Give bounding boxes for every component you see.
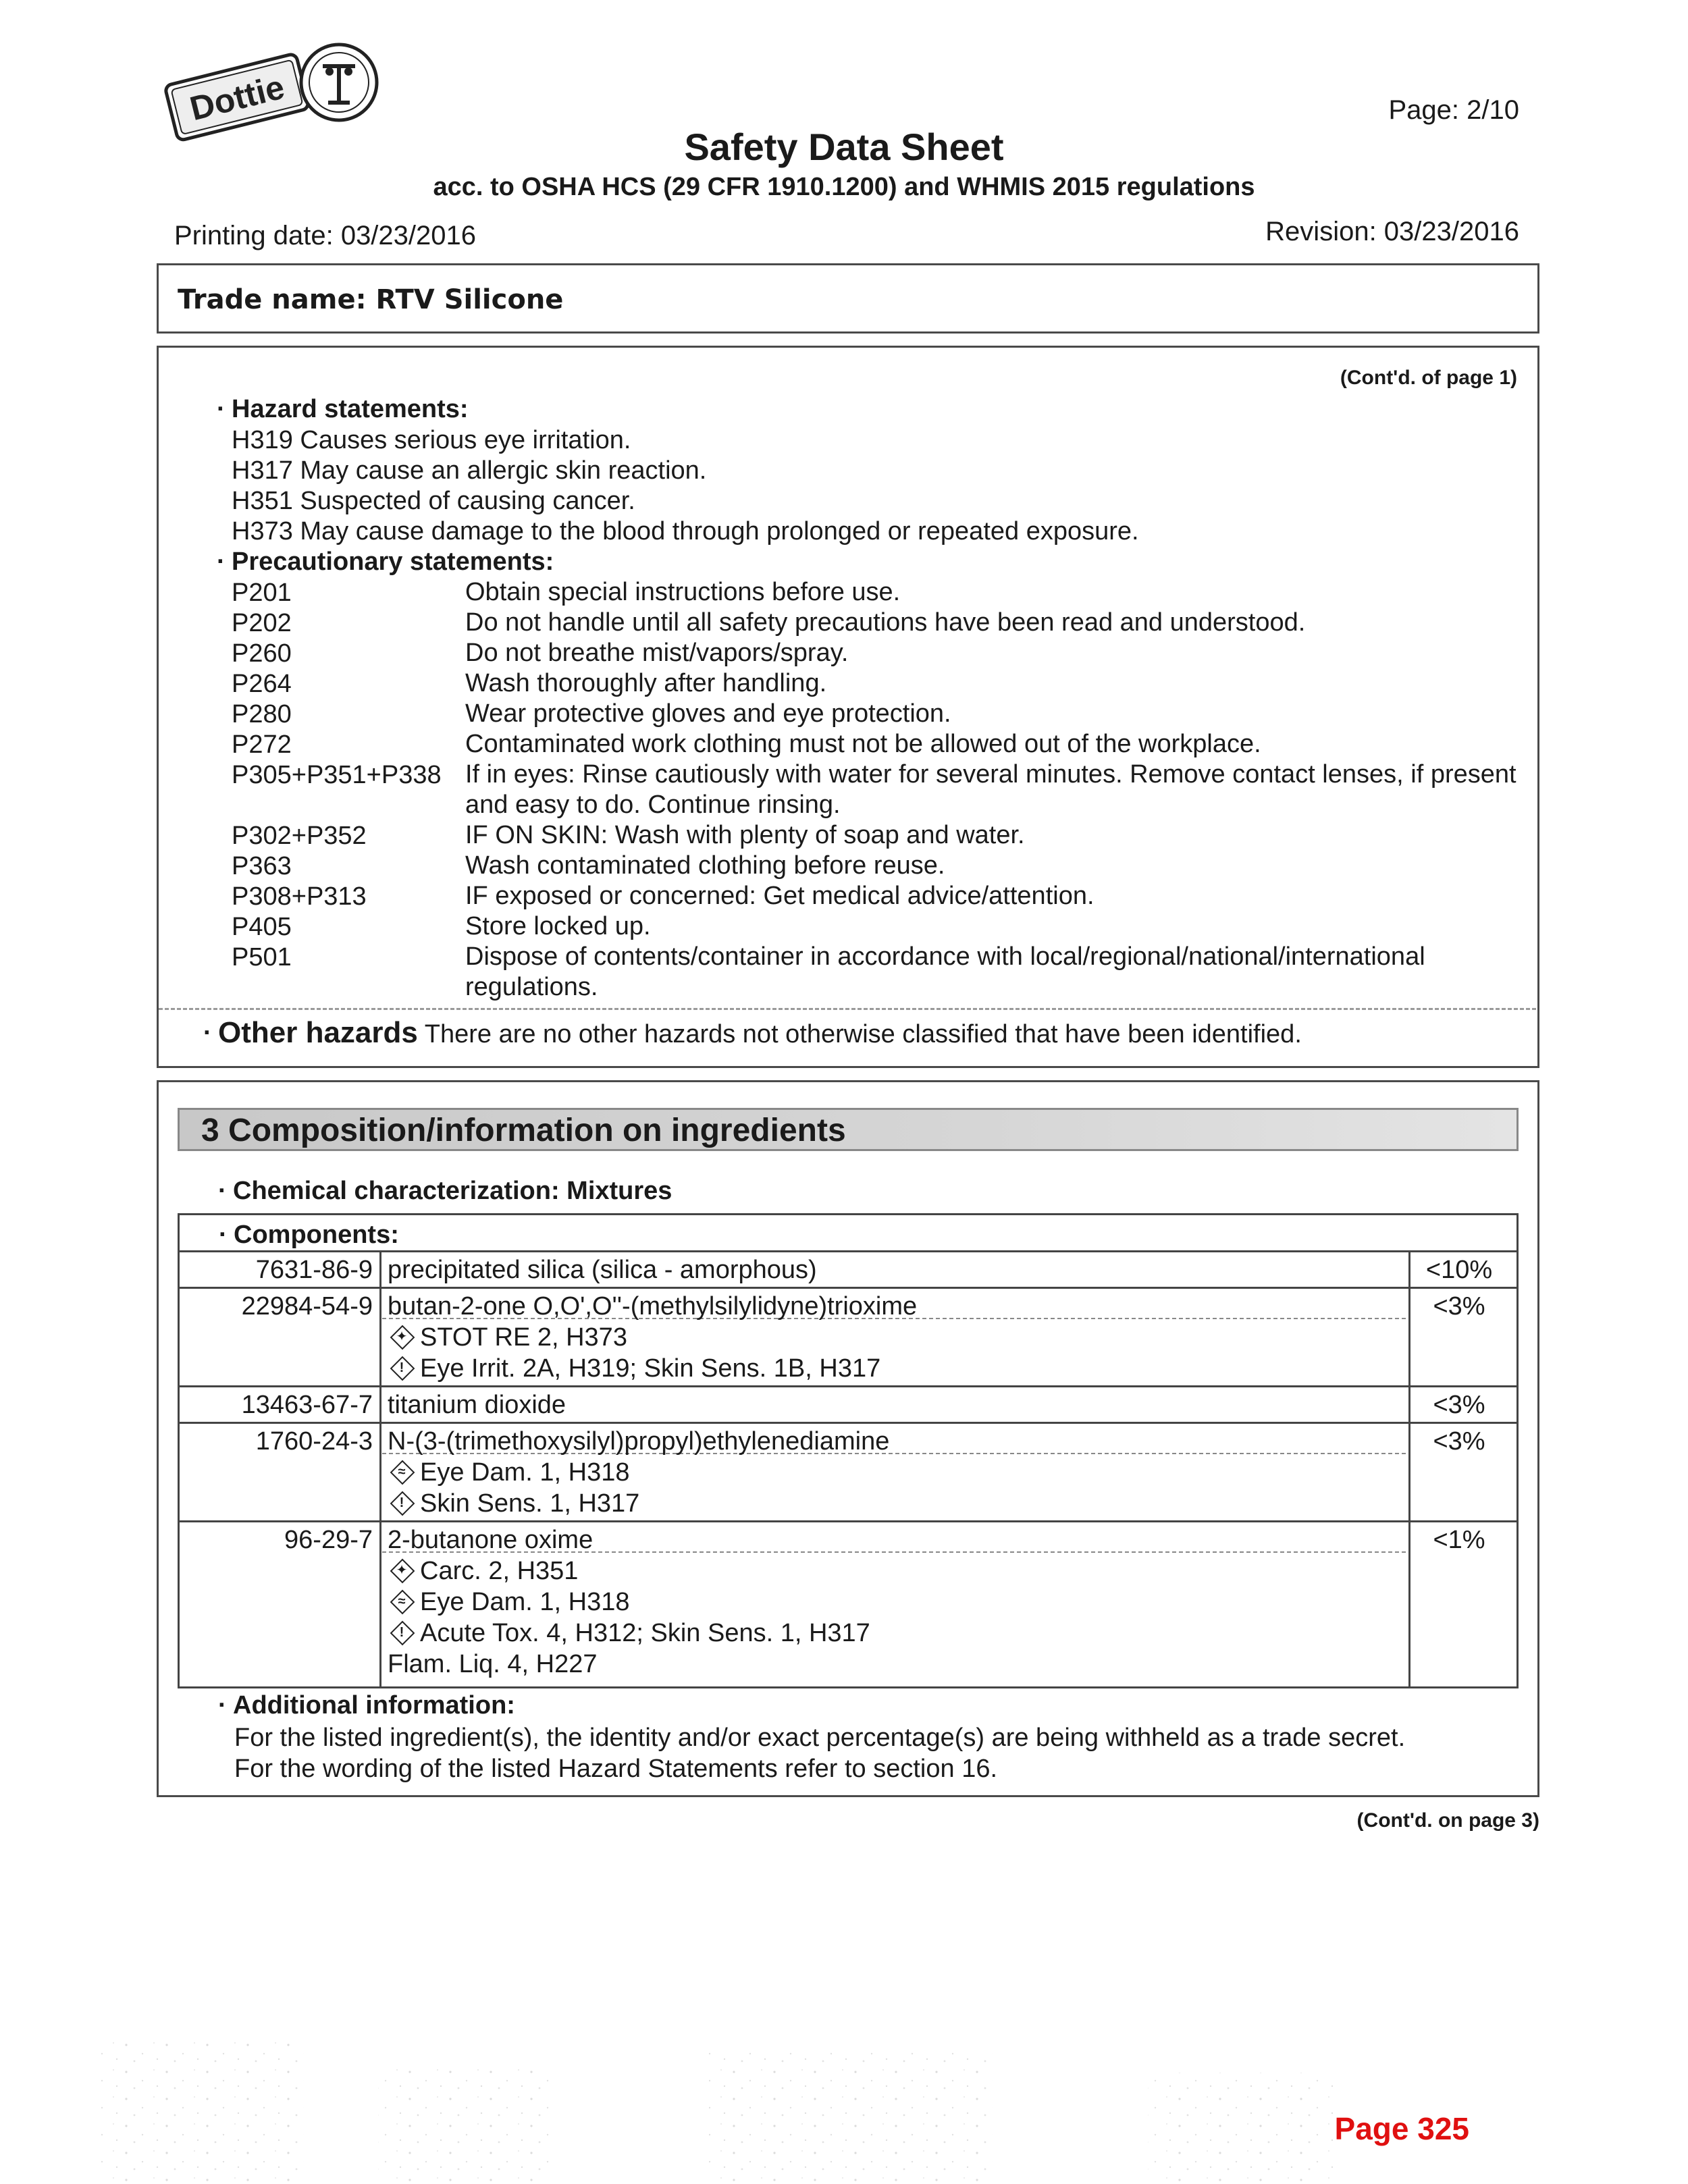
hazard-statement: H351 Suspected of causing cancer. xyxy=(232,487,635,515)
other-hazards-label: Other hazards xyxy=(218,1016,418,1049)
column-divider xyxy=(379,1250,381,1686)
hazard-class-text: Flam. Liq. 4, H227 xyxy=(388,1650,598,1678)
corrosion-icon: ≈ xyxy=(390,1590,413,1613)
other-hazards-text: There are no other hazards not otherwise classified that have been identified. xyxy=(424,1020,1302,1048)
additional-information-label: · Additional information: xyxy=(233,1690,515,1721)
component-name: 2-butanone oxime xyxy=(388,1526,594,1554)
hazard-class-text: STOT RE 2, H373 xyxy=(420,1323,627,1352)
precaution-code: P501 xyxy=(232,943,292,971)
precaution-code: P405 xyxy=(232,913,292,941)
hazard-classification xyxy=(388,1649,597,1680)
section-title: 3 Composition/information on ingredients xyxy=(201,1113,846,1148)
hazard-class-text: Skin Sens. 1, H317 xyxy=(420,1489,640,1518)
section-header xyxy=(178,1108,1519,1151)
hazard-classification xyxy=(390,1322,627,1353)
precaution-text: Contaminated work clothing must not be allowed out of the workplace. xyxy=(465,730,1261,758)
component-percentage: <3% xyxy=(1433,1292,1485,1321)
trade-name-label: Trade name: xyxy=(178,284,367,315)
hazard-statements-list xyxy=(232,425,1139,546)
scan-noise xyxy=(0,2012,1688,2184)
cas-number: 96-29-7 xyxy=(284,1526,373,1554)
other-hazards xyxy=(218,1017,1302,1050)
hazard-statement: H317 May cause an allergic skin reaction. xyxy=(232,456,707,485)
component-name: precipitated silica (silica - amorphous) xyxy=(388,1256,817,1284)
component-percentage: <10% xyxy=(1425,1256,1493,1284)
precautionary-statements-list xyxy=(232,577,1528,1003)
precaution-text: Do not breathe mist/vapors/spray. xyxy=(465,639,849,667)
component-percentage: <1% xyxy=(1433,1526,1485,1554)
precaution-row xyxy=(232,881,1528,911)
hazard-class-text: Acute Tox. 4, H312; Skin Sens. 1, H317 xyxy=(420,1619,870,1647)
precaution-code: P280 xyxy=(232,700,292,728)
precaution-row xyxy=(232,577,1528,608)
cas-number: 1760-24-3 xyxy=(255,1427,373,1456)
precaution-code: P302+P352 xyxy=(232,822,367,850)
component-name: N-(3-(trimethoxysilyl)propyl)ethylenediamine xyxy=(388,1427,890,1456)
component-name: titanium dioxide xyxy=(388,1391,566,1419)
component-name: butan-2-one O,O',O''-(methylsilylidyne)trioxime xyxy=(388,1292,918,1321)
precaution-row xyxy=(232,820,1528,851)
precaution-row xyxy=(232,608,1528,638)
precaution-text: Wash thoroughly after handling. xyxy=(465,669,827,697)
cas-number: 7631-86-9 xyxy=(255,1256,373,1284)
hazard-class-text: Eye Dam. 1, H318 xyxy=(420,1588,630,1616)
precaution-text: If in eyes: Rinse cautiously with water for several minutes. Remove contact lenses, if present and easy to do. Continue rinsing. xyxy=(465,760,1516,819)
hazard-statement: H319 Causes serious eye irritation. xyxy=(232,426,631,454)
hazard-classification xyxy=(390,1488,639,1519)
precaution-row xyxy=(232,699,1528,729)
hazard-statements-label: · Hazard statements: xyxy=(232,394,469,425)
precaution-text: Wash contaminated clothing before reuse. xyxy=(465,851,945,880)
precaution-row xyxy=(232,911,1528,942)
precaution-code: P264 xyxy=(232,670,292,698)
trade-name xyxy=(178,284,563,315)
additional-information-text: For the wording of the listed Hazard Statements refer to section 16. xyxy=(234,1755,998,1783)
hazard-class-text: Eye Irrit. 2A, H319; Skin Sens. 1B, H317 xyxy=(420,1354,881,1383)
hazard-classification xyxy=(390,1457,629,1488)
precaution-code: P272 xyxy=(232,730,292,759)
hazard-statement: H373 May cause damage to the blood through prolonged or repeated exposure. xyxy=(232,517,1139,545)
additional-information-text: For the listed ingredient(s), the identity and/or exact percentage(s) are being withheld as a trade secret. xyxy=(234,1724,1406,1752)
precaution-code: P305+P351+P338 xyxy=(232,761,442,789)
precaution-text: Dispose of contents/container in accordance with local/regional/national/international regulations. xyxy=(465,942,1425,1001)
precaution-row xyxy=(232,942,1528,1003)
exclamation-icon: ! xyxy=(390,1491,413,1514)
hazard-classification xyxy=(390,1353,880,1384)
health-hazard-icon: ✦ xyxy=(390,1325,413,1348)
precaution-text: Wear protective gloves and eye protection. xyxy=(465,699,951,728)
trade-name-value: RTV Silicone xyxy=(375,284,564,315)
trade-name-box xyxy=(157,263,1539,334)
hazard-classification xyxy=(390,1618,870,1649)
precautionary-statements-label: · Precautionary statements: xyxy=(232,546,554,577)
hazards-section xyxy=(157,346,1539,1068)
document-subtitle: acc. to OSHA HCS (29 CFR 1910.1200) and WHMIS 2015 regulations xyxy=(433,173,1255,201)
hazard-classification xyxy=(390,1587,629,1618)
composition-section xyxy=(157,1080,1539,1797)
revision-date: Revision: 03/23/2016 xyxy=(1265,217,1519,246)
hazard-class-text: Eye Dam. 1, H318 xyxy=(420,1458,630,1487)
precaution-row xyxy=(232,851,1528,881)
document-title: Safety Data Sheet xyxy=(684,126,1004,168)
exclamation-icon: ! xyxy=(390,1621,413,1644)
printing-date: Printing date: 03/23/2016 xyxy=(174,221,477,250)
precaution-row xyxy=(232,638,1528,668)
logo-text: Dottie xyxy=(186,68,288,128)
precaution-code: P363 xyxy=(232,852,292,880)
precaution-text: Do not handle until all safety precautions have been read and understood. xyxy=(465,608,1306,637)
page-stamp: Page 325 xyxy=(1334,2111,1469,2146)
dashed-divider xyxy=(159,1008,1536,1010)
precaution-row xyxy=(232,760,1528,820)
component-percentage: <3% xyxy=(1433,1391,1485,1419)
cas-number: 22984-54-9 xyxy=(241,1292,373,1321)
hazard-class-text: Carc. 2, H351 xyxy=(420,1557,579,1585)
dottie-logo xyxy=(162,27,392,142)
components-table xyxy=(178,1213,1519,1688)
exclamation-icon: ! xyxy=(390,1356,413,1379)
corrosion-icon: ≈ xyxy=(390,1460,413,1483)
precaution-row xyxy=(232,729,1528,760)
cas-number: 13463-67-7 xyxy=(241,1391,373,1419)
precaution-code: P202 xyxy=(232,609,292,637)
column-divider xyxy=(1408,1250,1410,1686)
precaution-text: Obtain special instructions before use. xyxy=(465,578,901,606)
health-hazard-icon: ✦ xyxy=(390,1559,413,1582)
components-label: · Components: xyxy=(234,1219,399,1250)
continued-from-note: (Cont'd. of page 1) xyxy=(1340,367,1517,389)
precaution-row xyxy=(232,668,1528,699)
continued-on-note: (Cont'd. on page 3) xyxy=(1356,1809,1539,1832)
precaution-text: Store locked up. xyxy=(465,912,651,940)
precaution-code: P308+P313 xyxy=(232,882,367,911)
page-number: Page: 2/10 xyxy=(1388,95,1519,125)
precaution-code: P201 xyxy=(232,579,292,607)
precaution-text: IF ON SKIN: Wash with plenty of soap and water. xyxy=(465,821,1025,849)
hazard-classification xyxy=(390,1555,578,1587)
precaution-code: P260 xyxy=(232,639,292,668)
component-percentage: <3% xyxy=(1433,1427,1485,1456)
chemical-characterization: · Chemical characterization: Mixtures xyxy=(233,1175,672,1206)
precaution-text: IF exposed or concerned: Get medical advice/attention. xyxy=(465,882,1094,910)
